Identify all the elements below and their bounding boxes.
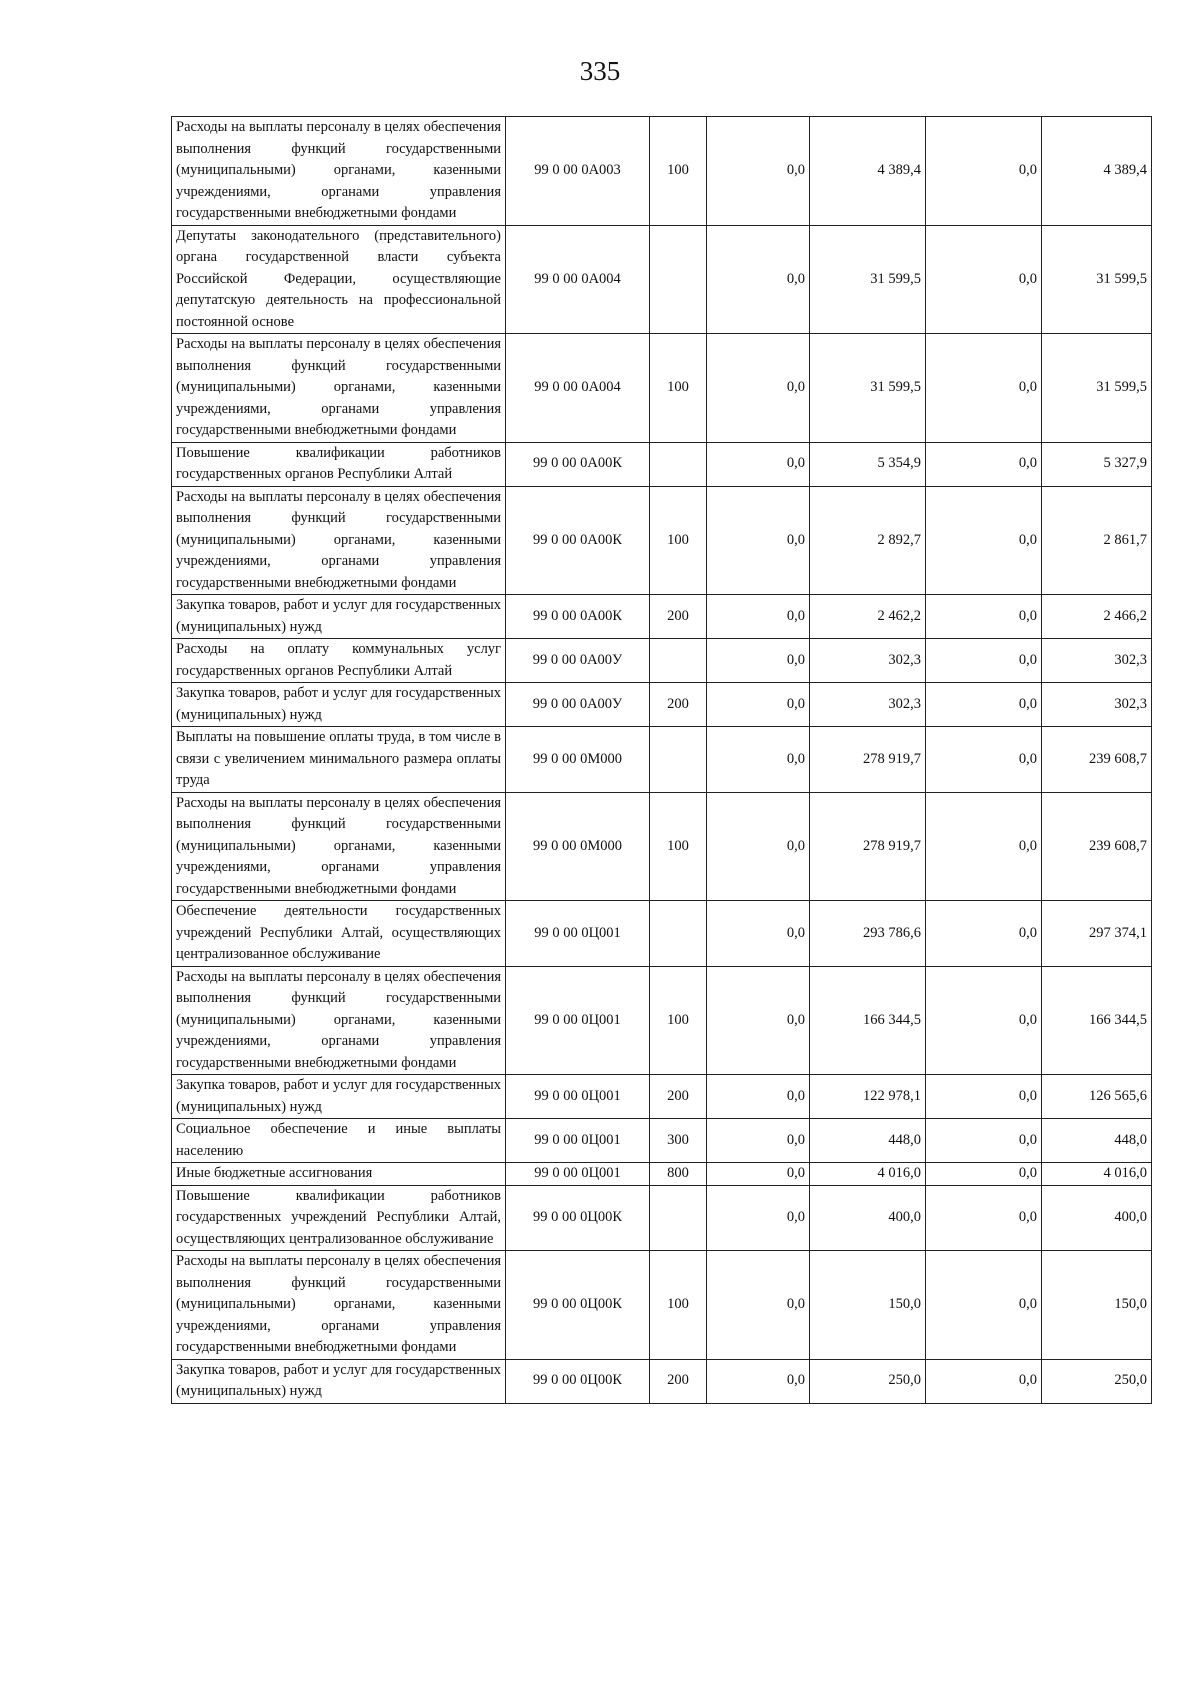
target-article-code: 99 0 00 0Ц001 [506, 1119, 650, 1163]
target-article-code: 99 0 00 0Ц00К [506, 1359, 650, 1403]
amount-col-3: 0,0 [926, 1119, 1042, 1163]
amount-col-3: 0,0 [926, 1359, 1042, 1403]
expense-type-code: 200 [650, 683, 707, 727]
amount-col-4: 4 389,4 [1042, 117, 1152, 226]
expense-type-code: 100 [650, 1251, 707, 1360]
amount-col-1: 0,0 [707, 1359, 810, 1403]
amount-col-3: 0,0 [926, 225, 1042, 334]
expense-type-code: 100 [650, 966, 707, 1075]
amount-col-1: 0,0 [707, 1251, 810, 1360]
table-row [172, 901, 1152, 967]
target-article-code: 99 0 00 0Ц00К [506, 1185, 650, 1251]
target-article-code: 99 0 00 0А00У [506, 683, 650, 727]
amount-col-3: 0,0 [926, 334, 1042, 443]
amount-col-2: 2 462,2 [810, 595, 926, 639]
target-article-code: 99 0 00 0А00К [506, 595, 650, 639]
amount-col-4: 297 374,1 [1042, 901, 1152, 967]
amount-col-2: 302,3 [810, 639, 926, 683]
table-row [172, 1075, 1152, 1119]
amount-col-3: 0,0 [926, 1163, 1042, 1186]
amount-col-3: 0,0 [926, 117, 1042, 226]
amount-col-2: 293 786,6 [810, 901, 926, 967]
amount-col-1: 0,0 [707, 727, 810, 793]
table-row [172, 334, 1152, 443]
amount-col-1: 0,0 [707, 901, 810, 967]
expense-type-code: 200 [650, 1075, 707, 1119]
amount-col-3: 0,0 [926, 595, 1042, 639]
amount-col-1: 0,0 [707, 117, 810, 226]
amount-col-4: 250,0 [1042, 1359, 1152, 1403]
budget-table [171, 116, 1152, 1404]
expense-description: Расходы на выплаты персоналу в целях обеспечения выполнения функций государственными (муниципальными) органами, казенными учреждениями, органами управления государственными внебюджетными фондами [172, 1251, 506, 1360]
expense-type-code [650, 639, 707, 683]
amount-col-2: 150,0 [810, 1251, 926, 1360]
expense-type-code: 100 [650, 486, 707, 595]
expense-description: Повышение квалификации работников государственных органов Республики Алтай [172, 442, 506, 486]
expense-type-code [650, 225, 707, 334]
table-row [172, 639, 1152, 683]
expense-description: Социальное обеспечение и иные выплаты населению [172, 1119, 506, 1163]
table-row [172, 442, 1152, 486]
amount-col-2: 166 344,5 [810, 966, 926, 1075]
amount-col-2: 250,0 [810, 1359, 926, 1403]
amount-col-3: 0,0 [926, 901, 1042, 967]
amount-col-4: 4 016,0 [1042, 1163, 1152, 1186]
amount-col-1: 0,0 [707, 1075, 810, 1119]
expense-type-code: 200 [650, 1359, 707, 1403]
target-article-code: 99 0 00 0А003 [506, 117, 650, 226]
amount-col-2: 31 599,5 [810, 225, 926, 334]
amount-col-3: 0,0 [926, 1185, 1042, 1251]
expense-type-code: 300 [650, 1119, 707, 1163]
amount-col-2: 278 919,7 [810, 792, 926, 901]
expense-description: Закупка товаров, работ и услуг для государственных (муниципальных) нужд [172, 1075, 506, 1119]
amount-col-3: 0,0 [926, 486, 1042, 595]
table-row [172, 1359, 1152, 1403]
table-row [172, 792, 1152, 901]
table-row [172, 225, 1152, 334]
expense-type-code: 200 [650, 595, 707, 639]
amount-col-1: 0,0 [707, 639, 810, 683]
amount-col-3: 0,0 [926, 966, 1042, 1075]
expense-description: Иные бюджетные ассигнования [172, 1163, 506, 1186]
expense-description: Выплаты на повышение оплаты труда, в том числе в связи с увеличением минимального размера оплаты труда [172, 727, 506, 793]
amount-col-4: 2 861,7 [1042, 486, 1152, 595]
amount-col-1: 0,0 [707, 334, 810, 443]
amount-col-2: 4 016,0 [810, 1163, 926, 1186]
target-article-code: 99 0 00 0Ц001 [506, 901, 650, 967]
amount-col-2: 278 919,7 [810, 727, 926, 793]
expense-type-code [650, 727, 707, 793]
amount-col-3: 0,0 [926, 683, 1042, 727]
target-article-code: 99 0 00 0А00У [506, 639, 650, 683]
expense-type-code: 100 [650, 792, 707, 901]
amount-col-4: 400,0 [1042, 1185, 1152, 1251]
amount-col-4: 239 608,7 [1042, 727, 1152, 793]
target-article-code: 99 0 00 0А00К [506, 442, 650, 486]
amount-col-2: 122 978,1 [810, 1075, 926, 1119]
amount-col-1: 0,0 [707, 442, 810, 486]
target-article-code: 99 0 00 0Ц001 [506, 1075, 650, 1119]
amount-col-2: 31 599,5 [810, 334, 926, 443]
amount-col-1: 0,0 [707, 595, 810, 639]
expense-description: Расходы на оплату коммунальных услуг государственных органов Республики Алтай [172, 639, 506, 683]
expense-type-code [650, 442, 707, 486]
table-row [172, 966, 1152, 1075]
expense-type-code: 800 [650, 1163, 707, 1186]
table-row [172, 1185, 1152, 1251]
expense-description: Расходы на выплаты персоналу в целях обеспечения выполнения функций государственными (муниципальными) органами, казенными учреждениями, органами управления государственными внебюджетными фондами [172, 117, 506, 226]
amount-col-3: 0,0 [926, 1251, 1042, 1360]
page-number: 335 [579, 56, 621, 86]
amount-col-3: 0,0 [926, 727, 1042, 793]
amount-col-2: 448,0 [810, 1119, 926, 1163]
table-row [172, 727, 1152, 793]
amount-col-1: 0,0 [707, 966, 810, 1075]
target-article-code: 99 0 00 0Ц00К [506, 1251, 650, 1360]
amount-col-4: 31 599,5 [1042, 225, 1152, 334]
amount-col-4: 302,3 [1042, 639, 1152, 683]
amount-col-3: 0,0 [926, 639, 1042, 683]
table-row [172, 117, 1152, 226]
amount-col-2: 2 892,7 [810, 486, 926, 595]
expense-description: Закупка товаров, работ и услуг для государственных (муниципальных) нужд [172, 1359, 506, 1403]
amount-col-1: 0,0 [707, 225, 810, 334]
amount-col-4: 2 466,2 [1042, 595, 1152, 639]
amount-col-1: 0,0 [707, 486, 810, 595]
amount-col-4: 31 599,5 [1042, 334, 1152, 443]
amount-col-4: 302,3 [1042, 683, 1152, 727]
table-row [172, 1251, 1152, 1360]
amount-col-2: 4 389,4 [810, 117, 926, 226]
expense-type-code: 100 [650, 334, 707, 443]
expense-type-code: 100 [650, 117, 707, 226]
table-row [172, 595, 1152, 639]
amount-col-2: 5 354,9 [810, 442, 926, 486]
target-article-code: 99 0 00 0А004 [506, 225, 650, 334]
table-row [172, 683, 1152, 727]
amount-col-4: 126 565,6 [1042, 1075, 1152, 1119]
expense-description: Расходы на выплаты персоналу в целях обеспечения выполнения функций государственными (муниципальными) органами, казенными учреждениями, органами управления государственными внебюджетными фондами [172, 792, 506, 901]
target-article-code: 99 0 00 0А004 [506, 334, 650, 443]
expense-description: Депутаты законодательного (представительного) органа государственной власти субъекта Российской Федерации, осуществляющие депутатскую деятельность на профессиональной постоянной основе [172, 225, 506, 334]
expense-description: Повышение квалификации работников государственных учреждений Республики Алтай, осуществляющих централизованное обслуживание [172, 1185, 506, 1251]
amount-col-3: 0,0 [926, 792, 1042, 901]
amount-col-4: 239 608,7 [1042, 792, 1152, 901]
amount-col-1: 0,0 [707, 792, 810, 901]
amount-col-1: 0,0 [707, 1163, 810, 1186]
table-body [172, 117, 1152, 1404]
table-row [172, 1119, 1152, 1163]
expense-type-code [650, 1185, 707, 1251]
expense-type-code [650, 901, 707, 967]
expense-description: Расходы на выплаты персоналу в целях обеспечения выполнения функций государственными (муниципальными) органами, казенными учреждениями, органами управления государственными внебюджетными фондами [172, 486, 506, 595]
amount-col-2: 400,0 [810, 1185, 926, 1251]
amount-col-1: 0,0 [707, 1119, 810, 1163]
amount-col-4: 166 344,5 [1042, 966, 1152, 1075]
target-article-code: 99 0 00 0М000 [506, 727, 650, 793]
expense-description: Расходы на выплаты персоналу в целях обеспечения выполнения функций государственными (муниципальными) органами, казенными учреждениями, органами управления государственными внебюджетными фондами [172, 966, 506, 1075]
target-article-code: 99 0 00 0А00К [506, 486, 650, 595]
amount-col-4: 150,0 [1042, 1251, 1152, 1360]
amount-col-1: 0,0 [707, 683, 810, 727]
table-row [172, 1163, 1152, 1186]
amount-col-3: 0,0 [926, 442, 1042, 486]
table-row [172, 486, 1152, 595]
amount-col-4: 5 327,9 [1042, 442, 1152, 486]
expense-description: Расходы на выплаты персоналу в целях обеспечения выполнения функций государственными (муниципальными) органами, казенными учреждениями, органами управления государственными внебюджетными фондами [172, 334, 506, 443]
target-article-code: 99 0 00 0Ц001 [506, 966, 650, 1075]
amount-col-3: 0,0 [926, 1075, 1042, 1119]
amount-col-2: 302,3 [810, 683, 926, 727]
amount-col-1: 0,0 [707, 1185, 810, 1251]
amount-col-4: 448,0 [1042, 1119, 1152, 1163]
expense-description: Обеспечение деятельности государственных учреждений Республики Алтай, осуществляющих централизованное обслуживание [172, 901, 506, 967]
expense-description: Закупка товаров, работ и услуг для государственных (муниципальных) нужд [172, 683, 506, 727]
target-article-code: 99 0 00 0Ц001 [506, 1163, 650, 1186]
expense-description: Закупка товаров, работ и услуг для государственных (муниципальных) нужд [172, 595, 506, 639]
target-article-code: 99 0 00 0М000 [506, 792, 650, 901]
